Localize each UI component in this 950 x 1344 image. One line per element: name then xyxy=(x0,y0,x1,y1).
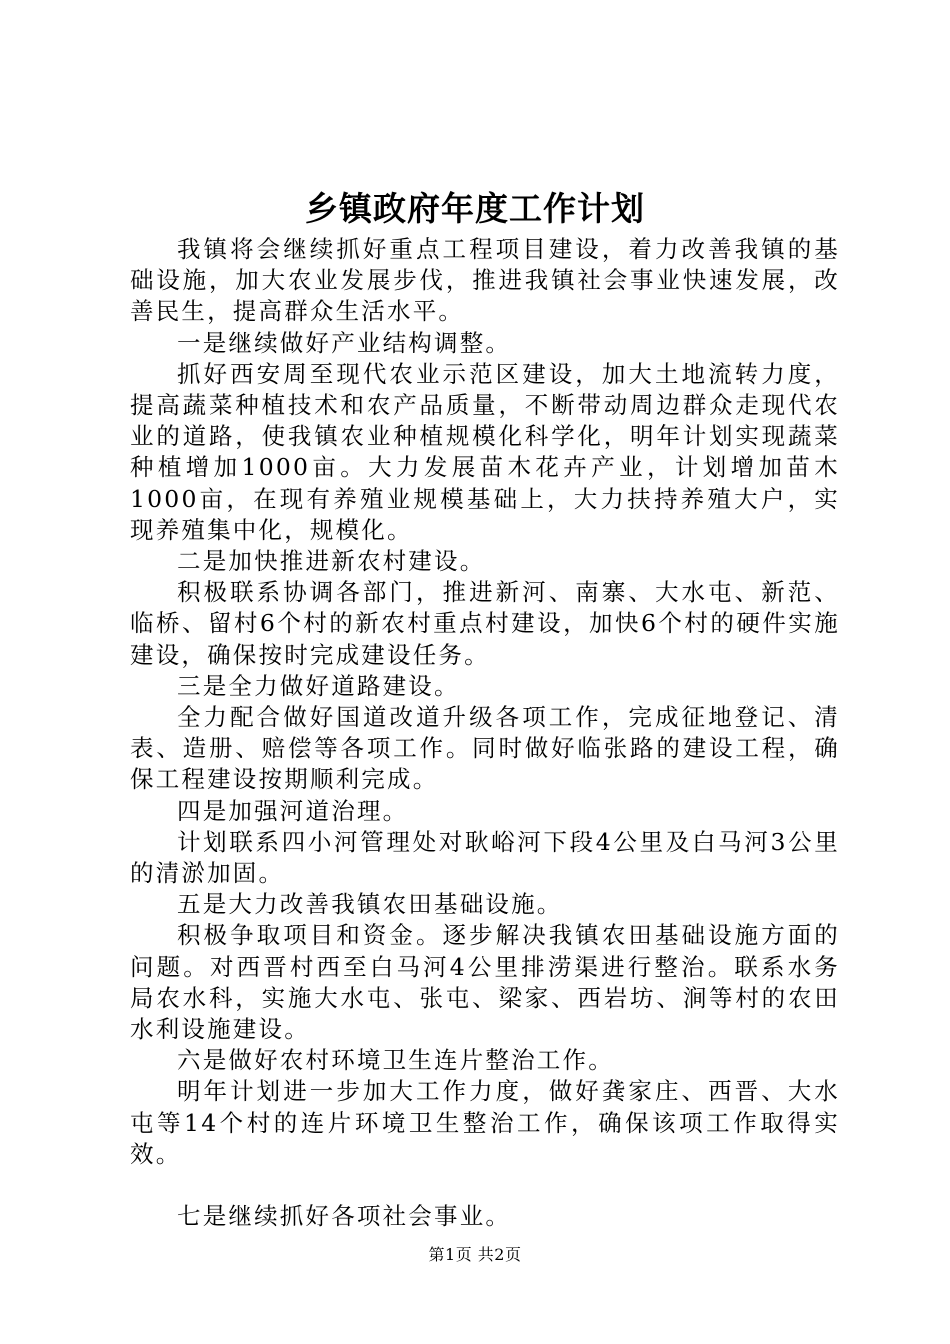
section-heading-4: 四是加强河道治理。 xyxy=(177,796,409,825)
document-title: 乡镇政府年度工作计划 xyxy=(305,189,645,228)
section-heading-7: 七是继续抓好各项社会事业。 xyxy=(177,1202,512,1231)
section-heading-5: 五是大力改善我镇农田基础设施。 xyxy=(177,890,563,919)
paragraph-intro: 我镇将会继续抓好重点工程项目建设，着力改善我镇的基础设施，加大农业发展步伐，推进我镇社会事业快速发展，改善民生，提高群众生活水平。 xyxy=(130,235,840,326)
page-number-footer: 第1页 共2页 xyxy=(428,1245,522,1264)
section-heading-6: 六是做好农村环境卫生连片整治工作。 xyxy=(177,1046,614,1075)
section-heading-1: 一是继续做好产业结构调整。 xyxy=(177,328,512,357)
section-heading-2: 二是加快推进新农村建设。 xyxy=(177,547,486,576)
document-body xyxy=(130,234,840,1232)
paragraph-1: 抓好西安周至现代农业示范区建设，加大土地流转力度，提高蔬菜种植技术和农产品质量，不断带动周边群众走现代农业的道路，使我镇农业种植规模化科学化，明年计划实现蔬菜种植增加1000亩。大力发展苗木花卉产业，计划增加苗木1000亩，在现有养殖业规模基础上，大力扶持养殖大户，实现养殖集中化，规模化。 xyxy=(130,359,840,544)
paragraph-2: 积极联系协调各部门，推进新河、南寨、大水屯、新范、临桥、留村6个村的新农村重点村建设，加快6个村的硬件实施建设，确保按时完成建设任务。 xyxy=(130,578,840,669)
paragraph-5: 积极争取项目和资金。逐步解决我镇农田基础设施方面的问题。对西晋村西至白马河4公里排涝渠进行整治。联系水务局农水科，实施大水屯、张屯、梁家、西岩坊、涧等村的农田水利设施建设。 xyxy=(130,921,840,1044)
paragraph-6: 明年计划进一步加大工作力度，做好龚家庄、西晋、大水屯等14个村的连片环境卫生整治工作，确保该项工作取得实效。 xyxy=(130,1077,840,1168)
paragraph-4: 计划联系四小河管理处对耿峪河下段4公里及白马河3公里的清淤加固。 xyxy=(130,827,840,888)
paragraph-3: 全力配合做好国道改道升级各项工作，完成征地登记、清表、造册、赔偿等各项工作。同时做好临张路的建设工程，确保工程建设按期顺利完成。 xyxy=(130,703,840,794)
section-heading-3: 三是全力做好道路建设。 xyxy=(177,671,460,700)
